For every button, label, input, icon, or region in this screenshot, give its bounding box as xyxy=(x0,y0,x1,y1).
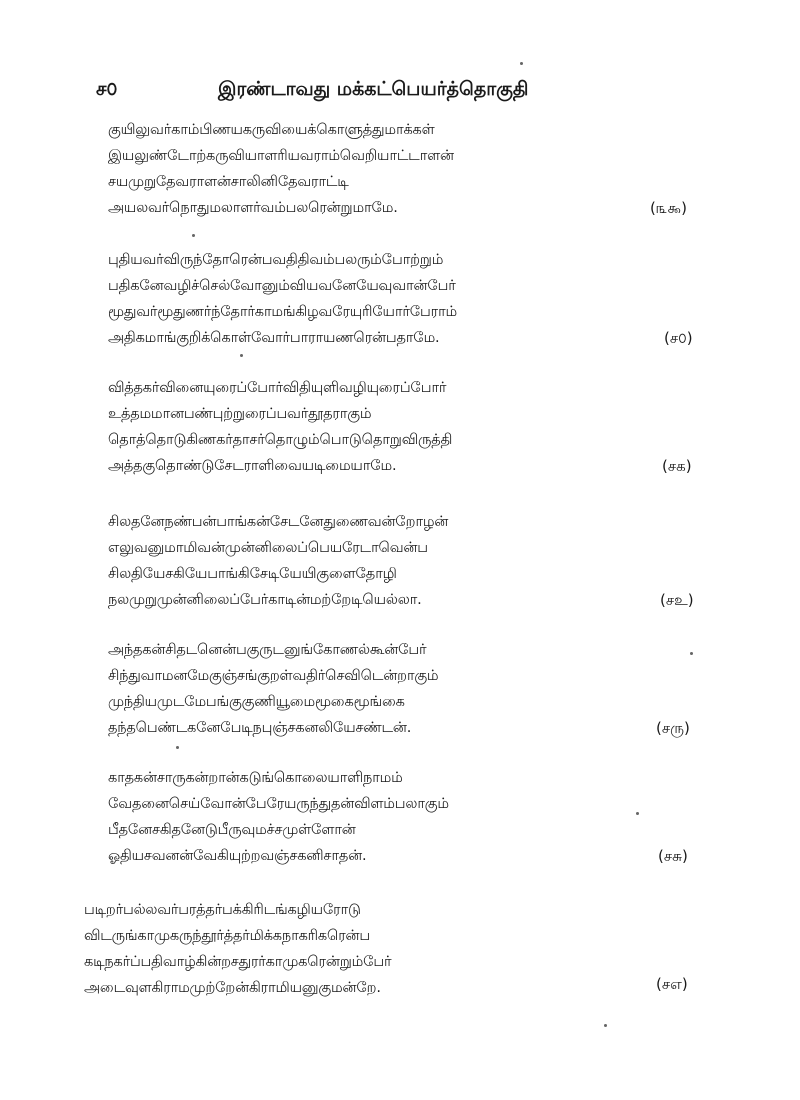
verse-line: மூதுவர்மூதுணர்ந்தோர்காமங்கிழவரேயுரியோர்பேராம் xyxy=(108,304,457,320)
verse-line: சிலதியேசகியேபாங்கிசேடியேயிகுளைதோழி xyxy=(108,566,397,582)
scan-speck xyxy=(520,62,523,65)
verse-number: (சசு) xyxy=(658,847,688,865)
verse-line: உத்தமமானபண்புற்றுரைப்பவர்தூதராகும் xyxy=(108,406,372,422)
verse-line: நலமுறுமுன்னிலைப்பேர்காடின்மற்றேடியெல்லா. xyxy=(108,592,422,608)
verse-line: புதியவர்விருந்தோரென்பவதிதிவம்பலரும்போற்றும் xyxy=(108,252,444,268)
verse-line: தந்தபெண்டகனேபேடிநபுஞ்சகனலியேசண்டன். xyxy=(108,720,412,736)
verse-line: சிலதனேநண்பன்பாங்கன்சேடனேதுணைவன்றோழன் xyxy=(108,514,449,530)
verse-line: அயலவர்நொதுமலாளர்வம்பலரென்றுமாமே. xyxy=(108,200,398,216)
verse-line: சிந்துவாமனமேகுஞ்சங்குறள்வதிர்செவிடென்றாகும் xyxy=(108,668,439,684)
verse-line: ஓதியசவனன்வேகியுற்றவஞ்சகனிசாதன். xyxy=(108,848,367,864)
running-title: இரண்டாவது மக்கட்பெயர்த்தொகுதி xyxy=(218,78,529,100)
verse-line: எலுவனுமாமிவன்முன்னிலைப்பெயரேடாவென்ப xyxy=(108,540,428,556)
verse-line: விடருங்காமுகருந்தூர்த்தர்மிக்கநாகரிகரென்ப xyxy=(84,928,370,944)
verse-line: வேதனைசெய்வோன்பேரேயருந்துதன்விளம்பலாகும் xyxy=(108,796,449,812)
verse-line: தொத்தொடுகிணகர்தாசர்தொழும்பொடுதொறுவிருத்தி xyxy=(108,432,453,448)
verse-line: காதகன்சாருகன்றான்கடுங்கொலையாளிநாமம் xyxy=(108,770,403,786)
verse-line: முந்தியமுடமேபங்குகுணியூமைமூகைமூங்கை xyxy=(108,694,405,710)
verse-number: (சக) xyxy=(662,457,692,475)
verse-line: அந்தகன்சிதடனென்பகுருடனுங்கோணல்கூன்பேர் xyxy=(108,642,427,658)
verse-line: அடைவுளகிராமமுற்றேன்கிராமியனுகுமன்றே. xyxy=(84,980,381,996)
verse-line: அத்தகுதொண்டுசேடராளிவையடிமையாமே. xyxy=(108,458,397,474)
verse-line: சயமுறுதேவராளன்சாலினிதேவராட்டி xyxy=(108,174,349,190)
verse-line: பீதனேசகிதனேடுபீருவுமச்சமுள்ளோன் xyxy=(108,822,356,838)
verse-number: (ச௦) xyxy=(664,329,693,347)
verse-line: குயிலுவர்காம்பிணயகருவியைக்கொளுத்துமாக்கள் xyxy=(108,122,435,138)
scan-speck xyxy=(240,354,243,357)
scan-speck xyxy=(192,234,195,237)
verse-number: (சரு) xyxy=(656,719,690,737)
verse-line: படிறர்பல்லவர்பரத்தர்பக்கிரிடங்கழியரோடு xyxy=(84,902,361,918)
scan-speck xyxy=(176,746,179,749)
verse-line: கடிநகர்ப்பதிவாழ்கின்றசதுரர்காமுகரென்றும்பேர் xyxy=(84,954,392,970)
verse-line: அதிகமாங்குறிக்கொள்வோர்பாராயணரென்பதாமே. xyxy=(108,330,440,346)
page-header xyxy=(0,78,800,108)
verse-line: இயலுண்டோற்கருவியாளரியவராம்வெறியாட்டாளன் xyxy=(108,148,454,164)
verse-number: (௩௯) xyxy=(650,199,687,217)
scan-speck xyxy=(690,652,693,655)
verse-line: வித்தகர்வினையுரைப்போர்விதியுளிவழியுரைப்போர் xyxy=(108,380,447,396)
scan-speck xyxy=(636,812,639,815)
verse-number: (சஎ) xyxy=(656,975,688,993)
verse-line: பதிகனேவழிச்செல்வோனும்வியவனேயேவுவான்பேர் xyxy=(108,278,456,294)
page-number: ச௦ xyxy=(96,78,118,100)
verse-number: (சஉ) xyxy=(660,591,694,609)
scan-speck xyxy=(604,1024,607,1027)
